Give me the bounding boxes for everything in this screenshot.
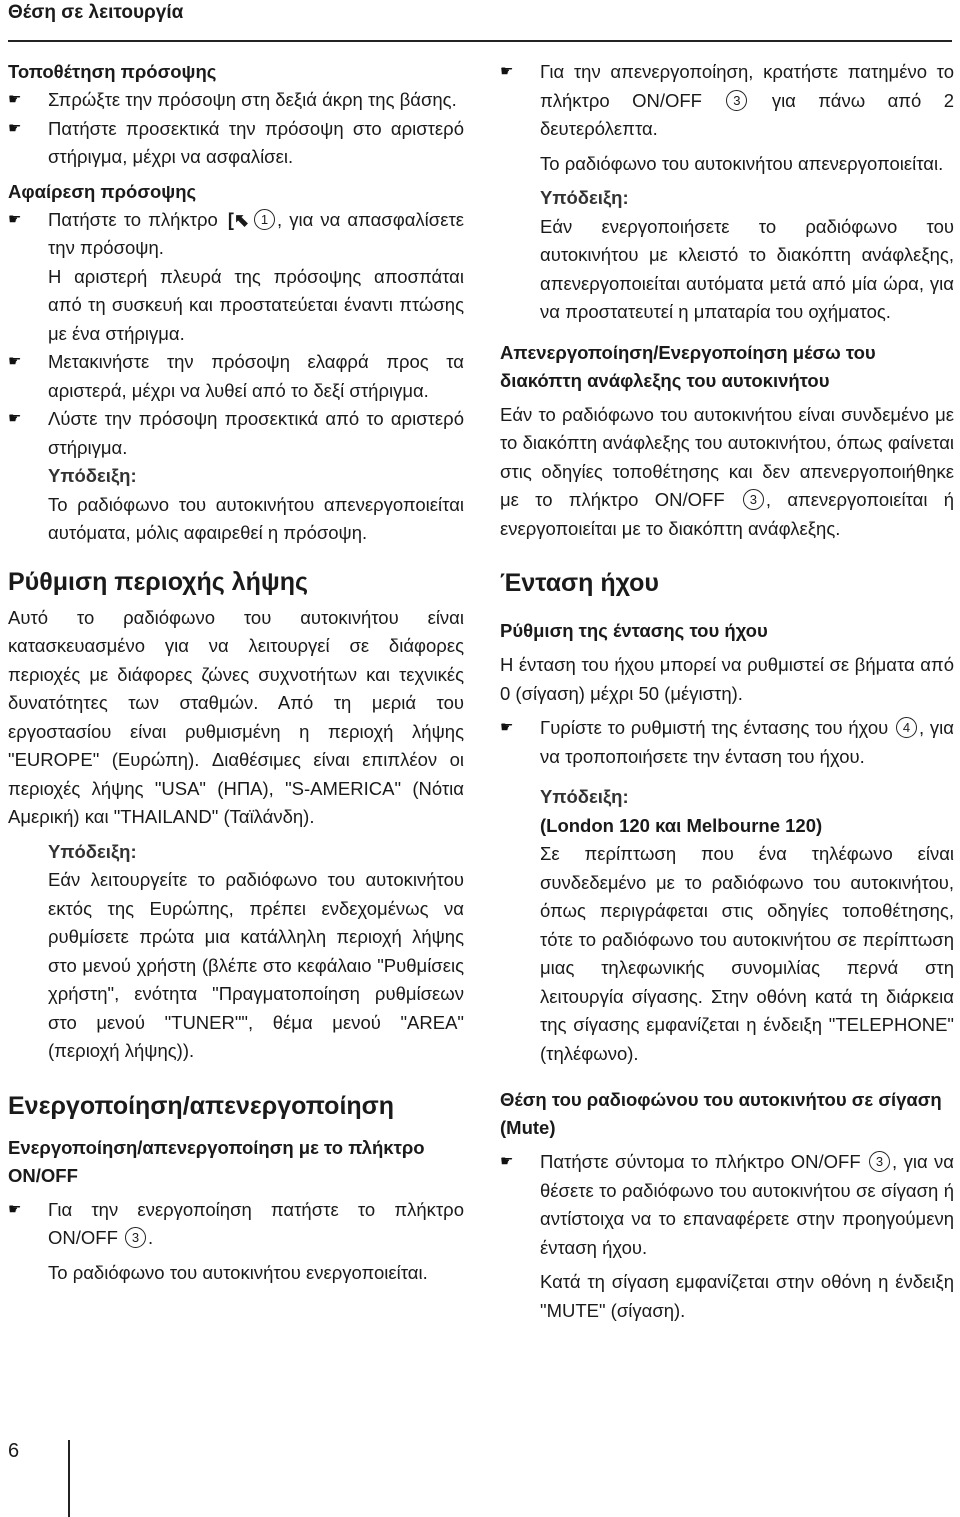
pointing-hand-icon: ☛: [500, 1153, 514, 1170]
note-text: Εάν ενεργοποιήσετε το ραδιόφωνο του αυτοκινήτου με κλειστό το διακόπτη ανάφλεξης, απενεργοποιείται αυτόματα μετά από μία ώρα, για να προστατευτεί η μπαταρία του οχήματος.: [540, 215, 954, 322]
key-number-badge: 1: [254, 209, 275, 230]
list-item: ☛ Γυρίστε το ρυθμιστή της έντασης του ήχου 4 , για να τροποποιήσετε την ένταση του ήχου.: [500, 714, 954, 771]
pointing-hand-icon: ☛: [8, 353, 22, 370]
list-item: ☛ Πατήστε προσεκτικά την πρόσοψη στο αριστερό στήριγμα, μέχρι να ασφαλίσει.: [8, 115, 464, 172]
key-number-badge: 3: [743, 489, 764, 510]
section-title-attach-faceplate: Τοποθέτηση πρόσοψης: [8, 61, 217, 82]
note-text: Σε περίπτωση που ένα τηλέφωνο είναι συνδεδεμένο με το ραδιόφωνο του αυτοκινήτου, όπως περιγράφεται στις οδηγίες τοποθέτησης, τότε το ραδιόφωνο του αυτοκινήτου σε περίπτωση μιας τηλεφωνικής συνομιλίας περνά στη λειτουργία σίγασης. Στην οθόνη κατά τη διάρκεια της σίγασης εμφανίζεται η ένδειξη "TELEPHONE" (τηλέφωνο).: [540, 843, 954, 1064]
paragraph: Το ραδιόφωνο του αυτοκινήτου απενεργοποιείται.: [540, 152, 944, 174]
header-divider: [8, 40, 952, 42]
footer-divider: [68, 1440, 70, 1517]
note-label: Υπόδειξη:: [48, 465, 137, 486]
key-number-badge: 3: [726, 90, 747, 111]
key-number-badge: 4: [896, 717, 917, 738]
note-label: Υπόδειξη:: [48, 840, 137, 862]
paragraph: Η ένταση του ήχου μπορεί να ρυθμιστεί σε βήματα από 0 (σίγαση) μέχρι 50 (μέγιστη).: [500, 654, 954, 704]
paragraph: Το ραδιόφωνο του αυτοκινήτου ενεργοποιείται.: [48, 1261, 428, 1283]
section-title-ignition: Απενεργοποίηση/Ενεργοποίηση μέσω του διακόπτη ανάφλεξης του αυτοκινήτου: [500, 341, 876, 391]
list-item: ☛ Σπρώξτε την πρόσοψη στη δεξιά άκρη της βάσης.: [8, 86, 464, 115]
left-column: [8, 58, 464, 1287]
key-number-badge: 3: [125, 1227, 146, 1248]
page-header-title: Θέση σε λειτουργία: [8, 2, 184, 23]
list-item: ☛ Μετακινήστε την πρόσοψη ελαφρά προς τα αριστερά, μέχρι να λυθεί από το δεξί στήριγμα.: [8, 348, 464, 405]
list-item: ☛ Για την ενεργοποίηση πατήστε το πλήκτρο ON/OFF 3 .: [8, 1196, 464, 1253]
section-title-volume: Ένταση ήχου: [500, 569, 659, 597]
subsection-title-onoff-key: Ενεργοποίηση/απενεργοποίηση με το πλήκτρο ON/OFF: [8, 1136, 425, 1186]
pointing-hand-icon: ☛: [8, 1200, 22, 1218]
paragraph: Κατά τη σίγαση εμφανίζεται στην οθόνη η ένδειξη "MUTE" (σίγαση).: [540, 1271, 954, 1321]
section-title-mute: Θέση του ραδιοφώνου του αυτοκινήτου σε σίγαση (Mute): [500, 1089, 942, 1138]
pointing-hand-icon: ☛: [500, 63, 514, 80]
key-number-badge: 3: [869, 1151, 890, 1172]
note-text: Εάν λειτουργείτε το ραδιόφωνο του αυτοκινήτου εκτός της Ευρώπης, πρέπει ενδεχομένως να ρυθμίσετε πρώτα μια κατάλληλη περιοχή λήψης στο μενού χρήστη (βλέπε στο κεφάλαιο "Ρυθμίσεις χρήστη", ενότητα "Πραγματοποίηση ρυθμίσεων στο μενού "TUNER"", θέμα μενού "AREA" (περιοχή λήψης)).: [48, 869, 464, 1061]
note-text: Το ραδιόφωνο του αυτοκινήτου απενεργοποιείται αυτόματα, μόλις αφαιρεθεί η πρόσοψη.: [48, 493, 464, 543]
paragraph: Αυτό το ραδιόφωνο του αυτοκινήτου είναι κατασκευασμένο για να λειτουργεί σε διάφορες περιοχές με διάφορες ζώνες συχνοτήτων και τεχνικές δυνατότητες των σταθμών. Από τη μεριά του εργοστασίου είναι ρυθμισμένη η περιοχή λήψης "EUROPE" (Ευρώπη). Διαθέσιμες είναι επιπλέον οι περιοχές λήψης "USA" (ΗΠΑ), "S-AMERICA" (Νότια Αμερική) και "THAILAND" (Ταϊλάνδη).: [8, 606, 464, 827]
list-item: ☛ Πατήστε σύντομα το πλήκτρο ON/OFF 3 , για να θέσετε το ραδιόφωνο του αυτοκινήτου σε σίγαση ή αντίστοιχα να το επαναφέρετε στην προηγούμενη ένταση ήχου.: [500, 1148, 954, 1262]
pointing-hand-icon: ☛: [8, 119, 22, 137]
pointing-hand-icon: ☛: [500, 719, 514, 736]
pointing-hand-icon: ☛: [8, 410, 22, 427]
pointing-hand-icon: ☛: [8, 210, 22, 228]
page-number: 6: [8, 1440, 20, 1462]
list-item: ☛ Λύστε την πρόσοψη προσεκτικά από το αριστερό στήριγμα.: [8, 405, 464, 462]
subsection-title-volume-adjust: Ρύθμιση της έντασης του ήχου: [500, 620, 768, 641]
note-subtitle: (London 120 και Melbourne 120): [540, 814, 823, 836]
paragraph: Εάν το ραδιόφωνο του αυτοκινήτου είναι συνδεμένο με το διακόπτη ανάφλεξης του αυτοκινήτου, όπως φαίνεται στις οδηγίες τοποθέτησης και δεν απενεργοποιήθηκε με το πλήκτρο ON/OFF 3 , απενεργοποιείται ή ενεργοποιείται με το διακόπτη ανάφλεξης.: [500, 403, 954, 539]
section-title-remove-faceplate: Αφαίρεση πρόσοψης: [8, 180, 197, 202]
list-item: ☛ Για την απενεργοποίηση, κρατήστε πατημένο το πλήκτρο ON/OFF 3 για πάνω από 2 δευτερόλεπτα.: [500, 58, 954, 144]
pointing-hand-icon: ☛: [8, 91, 22, 108]
note-label: Υπόδειξη:: [540, 786, 629, 807]
paragraph: Η αριστερή πλευρά της πρόσοψης αποσπάται από τη συσκευή και προστατεύεται έναντι πτώσης με ένα στήριγμα.: [48, 265, 464, 344]
section-title-power: Ενεργοποίηση/απενεργοποίηση: [8, 1091, 395, 1120]
right-column: [500, 58, 954, 1325]
note-label: Υπόδειξη:: [540, 187, 629, 208]
list-item: ☛ Πατήστε το πλήκτρο [⬉ 1 , για να απασφαλίσετε την πρόσοψη.: [8, 206, 464, 263]
section-title-reception-area: Ρύθμιση περιοχής λήψης: [8, 567, 308, 596]
release-key-icon: [⬉: [227, 209, 249, 230]
